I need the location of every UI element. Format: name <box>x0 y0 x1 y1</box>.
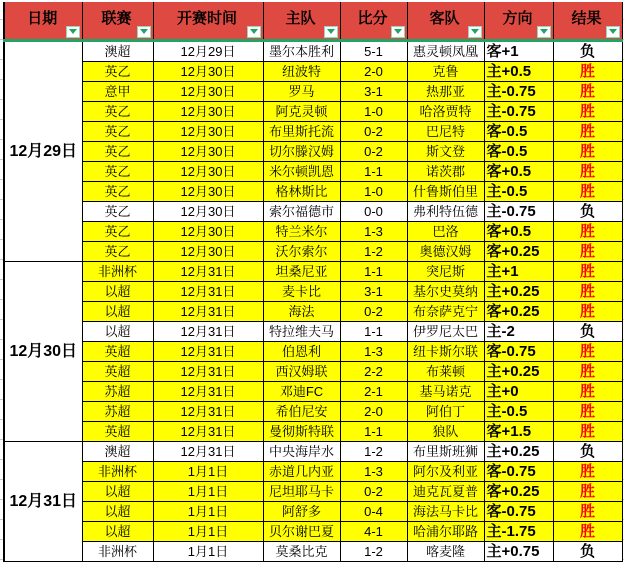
league-cell[interactable]: 澳超 <box>82 441 153 461</box>
result-cell[interactable]: 胜 <box>553 501 622 521</box>
handicap-direction-cell[interactable]: 主+0.25 <box>484 361 553 381</box>
chevron-down-icon <box>540 29 548 34</box>
matches-table <box>3 2 623 562</box>
result-cell[interactable]: 胜 <box>553 421 622 441</box>
home-team-cell[interactable]: 希伯尼安 <box>263 401 340 421</box>
kickoff-date-cell[interactable]: 12月29日 <box>153 40 263 61</box>
handicap-direction-cell[interactable]: 主+1 <box>484 261 553 281</box>
match-row <box>4 141 622 161</box>
kickoff-date-cell[interactable]: 12月30日 <box>153 141 263 161</box>
home-team-cell[interactable]: 麦卡比 <box>263 281 340 301</box>
score-cell[interactable]: 1-3 <box>340 221 407 241</box>
match-row <box>4 221 622 241</box>
chevron-down-icon <box>69 29 77 34</box>
home-team-cell[interactable]: 索尔福德市 <box>263 201 340 221</box>
score-cell[interactable]: 4-1 <box>340 521 407 541</box>
home-team-cell[interactable]: 坦桑尼亚 <box>263 261 340 281</box>
kickoff-date-cell[interactable]: 1月1日 <box>153 481 263 501</box>
away-team-cell[interactable]: 惠灵顿凤凰 <box>407 40 484 61</box>
handicap-direction-cell[interactable]: 主-0.75 <box>484 81 553 101</box>
result-cell[interactable]: 胜 <box>553 361 622 381</box>
away-team-cell[interactable]: 哈洛贾特 <box>407 101 484 121</box>
handicap-direction-cell[interactable]: 主-0.75 <box>484 201 553 221</box>
match-row <box>4 341 622 361</box>
kickoff-date-cell[interactable]: 12月31日 <box>153 361 263 381</box>
score-cell[interactable]: 1-3 <box>340 341 407 361</box>
date-group-cell[interactable]: 12月29日 <box>4 40 82 261</box>
handicap-direction-cell[interactable]: 客+0.25 <box>484 481 553 501</box>
col-header-date-label: 日期 <box>27 9 58 27</box>
away-team-cell[interactable]: 热那亚 <box>407 81 484 101</box>
filter-dropdown-button[interactable] <box>391 26 405 38</box>
col-header-away <box>407 2 484 40</box>
kickoff-date-cell[interactable]: 12月30日 <box>153 101 263 121</box>
home-team-cell[interactable]: 赤道几内亚 <box>263 461 340 481</box>
score-cell[interactable]: 2-2 <box>340 361 407 381</box>
result-cell[interactable]: 胜 <box>553 381 622 401</box>
chevron-down-icon <box>140 29 148 34</box>
score-cell[interactable]: 0-2 <box>340 301 407 321</box>
handicap-direction-cell[interactable]: 主-0.75 <box>484 101 553 121</box>
home-team-cell[interactable]: 格林斯比 <box>263 181 340 201</box>
match-row <box>4 81 622 101</box>
match-row <box>4 381 622 401</box>
col-header-time-label: 开赛时间 <box>176 9 237 27</box>
away-team-cell[interactable]: 喀麦隆 <box>407 541 484 561</box>
handicap-direction-cell[interactable]: 客+0.25 <box>484 241 553 261</box>
score-cell[interactable]: 0-2 <box>340 141 407 161</box>
result-cell[interactable]: 负 <box>553 541 622 561</box>
result-cell[interactable]: 胜 <box>553 61 622 81</box>
match-row <box>4 361 622 381</box>
kickoff-date-cell[interactable]: 12月31日 <box>153 441 263 461</box>
score-cell[interactable]: 0-4 <box>340 501 407 521</box>
away-team-cell[interactable]: 弗利特伍德 <box>407 201 484 221</box>
col-header-score <box>340 2 407 40</box>
col-header-home-label: 主队 <box>285 9 316 27</box>
chevron-down-icon <box>250 29 258 34</box>
league-cell[interactable]: 苏超 <box>82 401 153 421</box>
away-team-cell[interactable]: 什鲁斯伯里 <box>407 181 484 201</box>
away-team-cell[interactable]: 奥德汉姆 <box>407 241 484 261</box>
handicap-direction-cell[interactable]: 客-0.5 <box>484 141 553 161</box>
kickoff-date-cell[interactable]: 12月31日 <box>153 261 263 281</box>
home-team-cell[interactable]: 阿克灵顿 <box>263 101 340 121</box>
home-team-cell[interactable]: 邓迪FC <box>263 381 340 401</box>
col-header-date <box>4 2 82 40</box>
match-row <box>4 501 622 521</box>
kickoff-date-cell[interactable]: 12月31日 <box>153 401 263 421</box>
league-cell[interactable]: 非洲杯 <box>82 261 153 281</box>
match-row <box>4 261 622 281</box>
col-header-league <box>82 2 153 40</box>
home-team-cell[interactable]: 伯恩利 <box>263 341 340 361</box>
kickoff-date-cell[interactable]: 12月30日 <box>153 241 263 261</box>
header-row <box>4 2 622 40</box>
score-cell[interactable]: 2-1 <box>340 381 407 401</box>
home-team-cell[interactable]: 布里斯托流 <box>263 121 340 141</box>
score-cell[interactable]: 2-0 <box>340 401 407 421</box>
kickoff-date-cell[interactable]: 12月30日 <box>153 221 263 241</box>
handicap-direction-cell[interactable]: 客-0.75 <box>484 501 553 521</box>
handicap-direction-cell[interactable]: 客-0.5 <box>484 121 553 141</box>
score-cell[interactable]: 3-1 <box>340 81 407 101</box>
match-row <box>4 40 622 61</box>
result-cell[interactable]: 胜 <box>553 101 622 121</box>
kickoff-date-cell[interactable]: 12月30日 <box>153 161 263 181</box>
handicap-direction-cell[interactable]: 客-0.75 <box>484 461 553 481</box>
away-team-cell[interactable]: 布莱顿 <box>407 361 484 381</box>
handicap-direction-cell[interactable]: 客+1 <box>484 40 553 61</box>
away-team-cell[interactable]: 阿尔及利亚 <box>407 461 484 481</box>
away-team-cell[interactable]: 斯文登 <box>407 141 484 161</box>
home-team-cell[interactable]: 沃尔索尔 <box>263 241 340 261</box>
handicap-direction-cell[interactable]: 客+0.5 <box>484 161 553 181</box>
match-row <box>4 121 622 141</box>
filter-dropdown-button[interactable] <box>137 26 151 38</box>
chevron-down-icon <box>327 29 335 34</box>
col-header-result <box>553 2 622 40</box>
league-cell[interactable]: 以超 <box>82 501 153 521</box>
league-cell[interactable]: 英乙 <box>82 101 153 121</box>
match-row <box>4 181 622 201</box>
score-cell[interactable]: 1-2 <box>340 241 407 261</box>
result-cell[interactable]: 负 <box>553 40 622 61</box>
kickoff-date-cell[interactable]: 12月31日 <box>153 341 263 361</box>
result-cell[interactable]: 胜 <box>553 241 622 261</box>
col-header-home <box>263 2 340 40</box>
kickoff-date-cell[interactable]: 12月30日 <box>153 61 263 81</box>
league-cell[interactable]: 英乙 <box>82 201 153 221</box>
match-row <box>4 241 622 261</box>
col-header-result-label: 结果 <box>571 9 602 27</box>
match-row <box>4 161 622 181</box>
kickoff-date-cell[interactable]: 1月1日 <box>153 521 263 541</box>
league-cell[interactable]: 英乙 <box>82 121 153 141</box>
home-team-cell[interactable]: 中央海岸水 <box>263 441 340 461</box>
home-team-cell[interactable]: 米尔顿凯恩 <box>263 161 340 181</box>
home-team-cell[interactable]: 阿舒多 <box>263 501 340 521</box>
league-cell[interactable]: 以超 <box>82 481 153 501</box>
league-cell[interactable]: 以超 <box>82 521 153 541</box>
handicap-direction-cell[interactable]: 主-2 <box>484 321 553 341</box>
score-cell[interactable]: 1-1 <box>340 261 407 281</box>
league-cell[interactable]: 英乙 <box>82 61 153 81</box>
col-header-score-label: 比分 <box>357 9 388 27</box>
away-team-cell[interactable]: 巴尼特 <box>407 121 484 141</box>
away-team-cell[interactable]: 狼队 <box>407 421 484 441</box>
league-cell[interactable]: 英乙 <box>82 161 153 181</box>
date-group-cell[interactable]: 12月30日 <box>4 261 82 441</box>
away-team-cell[interactable]: 迪克瓦夏普 <box>407 481 484 501</box>
col-header-direction <box>484 2 553 40</box>
away-team-cell[interactable]: 突尼斯 <box>407 261 484 281</box>
kickoff-date-cell[interactable]: 12月30日 <box>153 121 263 141</box>
away-team-cell[interactable]: 哈浦尔耶路 <box>407 521 484 541</box>
handicap-direction-cell[interactable]: 主-0.5 <box>484 401 553 421</box>
home-team-cell[interactable]: 曼彻斯特联 <box>263 421 340 441</box>
score-cell[interactable]: 2-0 <box>340 61 407 81</box>
col-header-away-label: 客队 <box>429 9 460 27</box>
home-team-cell[interactable]: 贝尔谢巴夏 <box>263 521 340 541</box>
league-cell[interactable]: 苏超 <box>82 381 153 401</box>
result-cell[interactable]: 胜 <box>553 81 622 101</box>
handicap-direction-cell[interactable]: 客+0.5 <box>484 221 553 241</box>
match-row <box>4 461 622 481</box>
away-team-cell[interactable]: 基尔史莫纳 <box>407 281 484 301</box>
kickoff-date-cell[interactable]: 12月31日 <box>153 321 263 341</box>
chevron-down-icon <box>394 29 402 34</box>
filter-dropdown-button[interactable] <box>66 26 80 38</box>
col-header-direction-label: 方向 <box>502 9 533 27</box>
handicap-direction-cell[interactable]: 客+0.25 <box>484 301 553 321</box>
away-team-cell[interactable]: 布奈萨克宁 <box>407 301 484 321</box>
league-cell[interactable]: 英乙 <box>82 221 153 241</box>
match-row <box>4 441 622 461</box>
result-cell[interactable]: 胜 <box>553 161 622 181</box>
league-cell[interactable]: 英超 <box>82 421 153 441</box>
result-cell[interactable]: 胜 <box>553 181 622 201</box>
date-group-cell[interactable]: 12月31日 <box>4 441 82 561</box>
away-team-cell[interactable]: 海法马卡比 <box>407 501 484 521</box>
league-cell[interactable]: 英乙 <box>82 241 153 261</box>
handicap-direction-cell[interactable]: 主+0.25 <box>484 281 553 301</box>
chevron-down-icon <box>609 29 617 34</box>
kickoff-date-cell[interactable]: 1月1日 <box>153 541 263 561</box>
match-row <box>4 301 622 321</box>
result-cell[interactable]: 胜 <box>553 141 622 161</box>
home-team-cell[interactable]: 尼坦耶马卡 <box>263 481 340 501</box>
result-cell[interactable]: 胜 <box>553 301 622 321</box>
result-cell[interactable]: 负 <box>553 441 622 461</box>
kickoff-date-cell[interactable]: 12月30日 <box>153 201 263 221</box>
away-team-cell[interactable]: 纽卡斯尔联 <box>407 341 484 361</box>
filter-dropdown-button[interactable] <box>468 26 482 38</box>
result-cell[interactable]: 胜 <box>553 401 622 421</box>
result-cell[interactable]: 胜 <box>553 221 622 241</box>
league-cell[interactable]: 英超 <box>82 361 153 381</box>
home-team-cell[interactable]: 墨尔本胜利 <box>263 40 340 61</box>
result-cell[interactable]: 胜 <box>553 341 622 361</box>
result-cell[interactable]: 胜 <box>553 121 622 141</box>
match-row <box>4 481 622 501</box>
league-cell[interactable]: 以超 <box>82 321 153 341</box>
col-header-time <box>153 2 263 40</box>
filter-dropdown-button[interactable] <box>537 26 551 38</box>
score-cell[interactable]: 0-2 <box>340 121 407 141</box>
match-row <box>4 101 622 121</box>
handicap-direction-cell[interactable]: 主+0.5 <box>484 61 553 81</box>
kickoff-date-cell[interactable]: 12月31日 <box>153 381 263 401</box>
result-cell[interactable]: 胜 <box>553 281 622 301</box>
score-cell[interactable]: 1-1 <box>340 421 407 441</box>
home-team-cell[interactable]: 纽波特 <box>263 61 340 81</box>
score-cell[interactable]: 1-0 <box>340 101 407 121</box>
kickoff-date-cell[interactable]: 12月31日 <box>153 281 263 301</box>
league-cell[interactable]: 英乙 <box>82 141 153 161</box>
home-team-cell[interactable]: 特拉维夫马 <box>263 321 340 341</box>
kickoff-date-cell[interactable]: 1月1日 <box>153 461 263 481</box>
filter-dropdown-button[interactable] <box>247 26 261 38</box>
home-team-cell[interactable]: 西汉姆联 <box>263 361 340 381</box>
match-row <box>4 281 622 301</box>
chevron-down-icon <box>471 29 479 34</box>
filter-dropdown-button[interactable] <box>324 26 338 38</box>
kickoff-date-cell[interactable]: 12月31日 <box>153 301 263 321</box>
away-team-cell[interactable]: 布里斯班狮 <box>407 441 484 461</box>
home-team-cell[interactable]: 海法 <box>263 301 340 321</box>
league-cell[interactable]: 以超 <box>82 301 153 321</box>
home-team-cell[interactable]: 切尔滕汉姆 <box>263 141 340 161</box>
league-cell[interactable]: 非洲杯 <box>82 461 153 481</box>
match-row <box>4 201 622 221</box>
league-cell[interactable]: 澳超 <box>82 40 153 61</box>
score-cell[interactable]: 1-2 <box>340 441 407 461</box>
league-cell[interactable]: 英超 <box>82 341 153 361</box>
league-cell[interactable]: 英乙 <box>82 181 153 201</box>
handicap-direction-cell[interactable]: 主+0 <box>484 381 553 401</box>
result-cell[interactable]: 胜 <box>553 521 622 541</box>
league-cell[interactable]: 意甲 <box>82 81 153 101</box>
filter-dropdown-button[interactable] <box>606 26 620 38</box>
league-cell[interactable]: 以超 <box>82 281 153 301</box>
match-row <box>4 521 622 541</box>
kickoff-date-cell[interactable]: 12月30日 <box>153 81 263 101</box>
score-cell[interactable]: 3-1 <box>340 281 407 301</box>
match-row <box>4 401 622 421</box>
handicap-direction-cell[interactable]: 主-1.75 <box>484 521 553 541</box>
home-team-cell[interactable]: 特兰米尔 <box>263 221 340 241</box>
result-cell[interactable]: 胜 <box>553 481 622 501</box>
away-team-cell[interactable]: 克鲁 <box>407 61 484 81</box>
league-cell[interactable]: 非洲杯 <box>82 541 153 561</box>
handicap-direction-cell[interactable]: 主-0.5 <box>484 181 553 201</box>
score-cell[interactable]: 1-0 <box>340 181 407 201</box>
score-cell[interactable]: 5-1 <box>340 40 407 61</box>
score-cell[interactable]: 0-2 <box>340 481 407 501</box>
score-cell[interactable]: 1-1 <box>340 161 407 181</box>
result-cell[interactable]: 负 <box>553 201 622 221</box>
match-row <box>4 321 622 341</box>
result-cell[interactable]: 胜 <box>553 461 622 481</box>
result-cell[interactable]: 胜 <box>553 261 622 281</box>
score-cell[interactable]: 1-1 <box>340 321 407 341</box>
result-cell[interactable]: 负 <box>553 321 622 341</box>
match-row <box>4 541 622 561</box>
col-header-league-label: 联赛 <box>101 9 132 27</box>
match-row <box>4 61 622 81</box>
home-team-cell[interactable]: 莫桑比克 <box>263 541 340 561</box>
away-team-cell[interactable]: 基马诺克 <box>407 381 484 401</box>
matches-table-wrap <box>3 2 623 562</box>
handicap-direction-cell[interactable]: 客-0.75 <box>484 341 553 361</box>
kickoff-date-cell[interactable]: 12月31日 <box>153 421 263 441</box>
handicap-direction-cell[interactable]: 主+0.25 <box>484 441 553 461</box>
handicap-direction-cell[interactable]: 客+1.5 <box>484 421 553 441</box>
away-team-cell[interactable]: 伊罗尼太巴 <box>407 321 484 341</box>
score-cell[interactable]: 1-3 <box>340 461 407 481</box>
kickoff-date-cell[interactable]: 12月30日 <box>153 181 263 201</box>
away-team-cell[interactable]: 阿伯丁 <box>407 401 484 421</box>
away-team-cell[interactable]: 巴洛 <box>407 221 484 241</box>
kickoff-date-cell[interactable]: 1月1日 <box>153 501 263 521</box>
score-cell[interactable]: 0-0 <box>340 201 407 221</box>
match-row <box>4 421 622 441</box>
handicap-direction-cell[interactable]: 主+0.75 <box>484 541 553 561</box>
score-cell[interactable]: 1-2 <box>340 541 407 561</box>
away-team-cell[interactable]: 诺茨郡 <box>407 161 484 181</box>
home-team-cell[interactable]: 罗马 <box>263 81 340 101</box>
